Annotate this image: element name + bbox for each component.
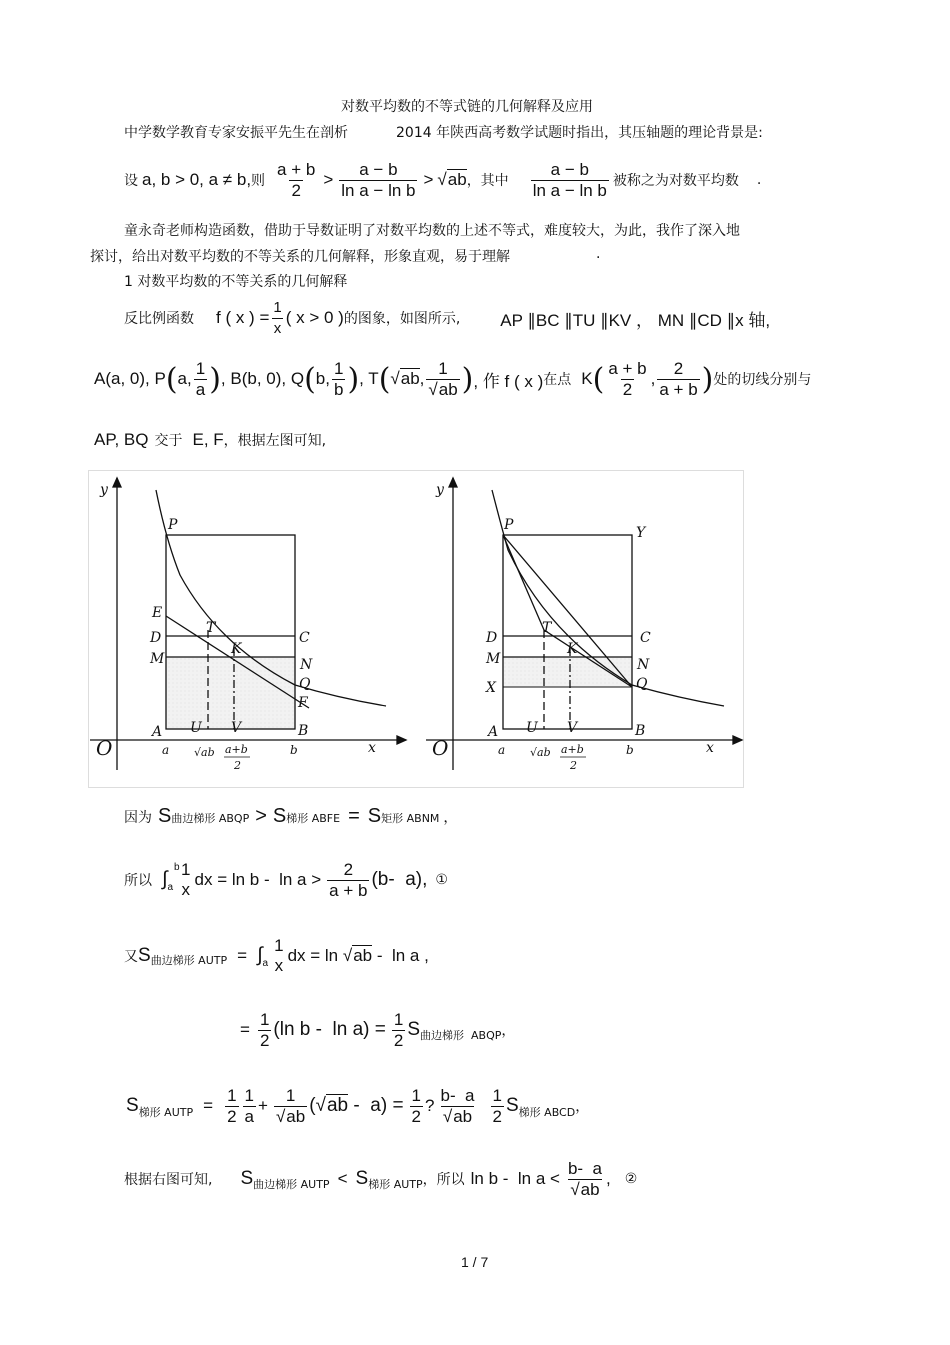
gm-sqrt: √ ab: [437, 170, 466, 190]
main-inequality: 设 a, b > 0, a ≠ b, 则 $\frac{a + b}{2}$ > $\frac{a - b}{\text{ln a − ln b}}$ > √ ab ，其中 $\frac{a - b}{\text{ln a − ln b}}$ 被称之为对数平均数 .: [124, 155, 761, 205]
geometry-figure: [88, 470, 744, 788]
integral-line-2: 又 S 曲边梯形 AUTP = $\int_a$ 1 x dx = ln √ ab - ln a ,: [124, 932, 429, 980]
right-label-b: b: [626, 743, 634, 757]
left-label-K: K: [231, 641, 242, 657]
right-label-U: U: [526, 720, 538, 736]
so-word-2: ，所以: [422, 1172, 465, 1188]
left-label-O: O: [96, 736, 113, 760]
inverse-function-line: 反比例函数 f ( x ) = $\frac{1}{x}$ ( x > 0 ) 的图象，如图所示, AP ∥BC ∥TU ∥KV ， MN ∥CD ∥x 轴,: [124, 298, 771, 337]
left-label-x: x: [368, 740, 376, 756]
right-label-A: A: [488, 724, 499, 740]
right-label-O: O: [432, 736, 449, 760]
section-1-heading: 1 对数平均数的不等关系的几何解释: [124, 274, 348, 290]
logmean-fraction: $\frac{a - b}{\text{ln a − ln b}}$: [341, 159, 416, 200]
by-left-text: ，根据左图可知,: [223, 433, 327, 449]
intro-line-1: 中学数学教育专家安振平先生在剖析: [124, 125, 348, 141]
right-figure-line: 根据右图可知, S 曲边梯形 AUTP < S 梯形 AUTP ，所以 ln b - ln a < b- a √ ab , ②: [124, 1152, 637, 1206]
right-label-V: V: [567, 720, 578, 736]
right-label-P: P: [504, 517, 514, 533]
right-label-C: C: [640, 630, 651, 646]
left-label-A: A: [152, 724, 163, 740]
eq-marker-1: ①: [435, 872, 448, 888]
trapezoid-line: S 梯形 AUTP = $\frac{1}{2}$ $\frac{1}{a}$ + 1 √ ab (√ ab - a) = $\frac{1}{2}$ ? b- a √ ab $\frac{1}{2}$ S 梯形 ABCD ，: [126, 1078, 589, 1134]
intro-line-1b: 2014 年陕西高考数学试题时指出，其压轴题的理论背景是:: [396, 125, 763, 141]
left-label-N: N: [300, 657, 313, 673]
right-label-M: M: [486, 651, 501, 667]
left-label-two: 2: [234, 759, 241, 772]
logmean-fraction-2: $\frac{a - b}{\text{ln a − ln b}}$: [532, 159, 607, 200]
intersection-line: AP, BQ 交于 E, F ，根据左图可知,: [94, 430, 327, 449]
am-fraction: $\frac{a + b}{2}$: [277, 159, 316, 200]
right-label-B: B: [635, 723, 646, 739]
set-prefix: 设: [124, 173, 138, 189]
right-label-x: x: [706, 740, 714, 756]
left-label-B: B: [298, 723, 309, 739]
intersect-text: 交于: [154, 433, 183, 449]
page-title: 对数平均数的不等式链的几何解释及应用: [341, 99, 593, 115]
left-label-y: y: [100, 482, 108, 498]
right-label-y: y: [436, 482, 444, 498]
right-label-a: a: [498, 743, 506, 757]
points-line: A(a, 0) , P ( a, $\frac{1}{a}$ ) , B(b, 0), Q ( b, $\frac{1}{b}$ ) , T ( √ ab, 1 √ ab ) , 作 f ( x ) 在点 K ( $\frac{a + b}{2}$ , $\frac{2}{a + b}$ ) 处的切线分别与: [94, 353, 811, 405]
right-label-K: K: [567, 641, 578, 657]
left-shaded-rect: [166, 657, 295, 729]
left-label-Q: Q: [299, 676, 311, 692]
by-right-text: 根据右图可知,: [124, 1172, 213, 1188]
para2-line2: 探讨，给出对数平均数的不等关系的几何解释，形象直观，易于理解: [90, 249, 510, 265]
left-label-U: U: [190, 720, 202, 736]
eq-marker-2: ②: [624, 1171, 638, 1187]
left-label-T: T: [206, 620, 216, 636]
left-label-F: F: [298, 695, 308, 711]
right-label-N: N: [637, 657, 650, 673]
left-label-P: P: [168, 517, 178, 533]
parallels-text: AP ∥BC ∥TU ∥KV ， MN ∥CD ∥x 轴,: [500, 310, 771, 330]
graph-text: 的图象，如图所示,: [343, 311, 461, 327]
left-label-b: b: [290, 743, 298, 757]
para2-line1: 童永奇老师构造函数，借助于导数证明了对数平均数的上述不等式，难度较大，为此，我作了深入地: [124, 223, 740, 239]
tangent-text: 处的切线分别与: [713, 372, 812, 388]
called-text: 被称之为对数平均数: [612, 173, 739, 189]
right-label-Q: Q: [636, 676, 648, 692]
left-label-a: a: [162, 743, 170, 757]
because-line: 因为 S 曲边梯形 ABQP > S 梯形 ABFE = S 矩形 ABNM ，: [124, 805, 458, 827]
half-line: = $\frac{1}{2}$ (ln b - ln a) = $\frac{1}{2}$ S 曲边梯形 ABQP ，: [240, 1009, 516, 1050]
condition-text: a, b > 0, a ≠ b,: [142, 170, 252, 189]
right-label-D: D: [486, 630, 498, 646]
right-label-two: 2: [570, 759, 577, 772]
right-label-apb: a+b: [561, 743, 584, 756]
right-label-sqrtab: √ab: [530, 746, 551, 759]
right-label-T: T: [542, 620, 552, 636]
among-word: ，其中: [466, 173, 509, 189]
left-label-D: D: [150, 630, 162, 646]
because-word: 因为: [124, 810, 152, 826]
left-label-sqrtab: √ab: [194, 746, 215, 759]
right-label-Y: Y: [636, 525, 646, 541]
left-label-apb: a+b: [225, 743, 248, 756]
so-word: 所以: [124, 873, 152, 889]
again-word: 又: [124, 949, 138, 965]
integral-line-1: 所以 $\int_a$ b 1 x dx = ln b - ln a > $\frac{2}{a + b}$ (b- a), ①: [124, 859, 448, 900]
left-label-V: V: [231, 720, 242, 736]
right-label-X: X: [486, 680, 496, 696]
left-label-E: E: [152, 605, 163, 621]
left-label-C: C: [299, 630, 310, 646]
inv-func-label: 反比例函数: [124, 311, 194, 327]
page-number: 1 / 7: [461, 1254, 489, 1270]
then-word: 则: [251, 173, 266, 189]
left-label-M: M: [150, 651, 165, 667]
